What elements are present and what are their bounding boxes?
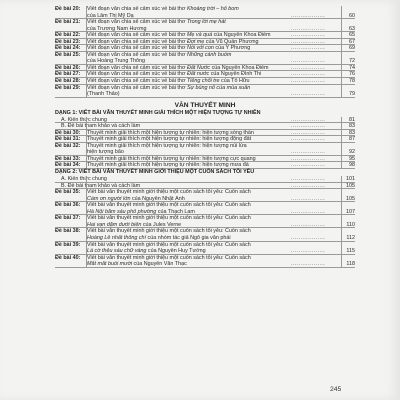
leader-dots: .................. bbox=[291, 91, 326, 98]
book-title: Hoàng Lê nhất thống chí bbox=[87, 234, 147, 241]
leader-dots: .................. bbox=[291, 248, 326, 255]
exercise-label: Đề bài 40: bbox=[55, 254, 81, 261]
page-ref: 98 bbox=[349, 162, 355, 169]
leader-dots: .................. bbox=[291, 38, 326, 45]
leader-dots: .................. bbox=[291, 12, 326, 19]
exercise-text: Viết bài văn thuyết minh giới thiệu một cuốn sách tôi yêu: Cuốn sách bbox=[87, 228, 251, 235]
page-ref: 72 bbox=[349, 58, 355, 65]
author-text: của Nguyễn Đình Thi bbox=[209, 71, 262, 78]
page-ref: 78 bbox=[349, 78, 355, 85]
leader-dots: .................. bbox=[291, 208, 326, 215]
table-of-contents bbox=[55, 0, 355, 268]
page-ref: 83 bbox=[349, 129, 355, 136]
work-title: Trong lời mẹ hát bbox=[186, 19, 226, 26]
exercise-text: Thuyết minh giải thích một hiện tượng tự nhiên: hiện tượng động đất bbox=[87, 136, 252, 143]
exercise-text: Thuyết minh giải thích một hiện tượng tự nhiên: hiện tượng cực quang bbox=[87, 155, 256, 162]
work-title: Nói với con bbox=[186, 45, 214, 52]
book-title: Mắt mắt buồi mười bbox=[87, 261, 133, 268]
page-ref: 81 bbox=[349, 116, 355, 123]
text-run: Viết đoạn văn chia sẻ cảm xúc về bài thơ bbox=[87, 45, 187, 52]
book-title: Hai vạn dặm dưới biển bbox=[87, 221, 142, 228]
exercise-label: Đề bài 38: bbox=[55, 228, 81, 235]
work-title: Mẹ và quả bbox=[186, 32, 213, 39]
page-ref: 101 bbox=[346, 176, 355, 183]
exercise-label: Đề bài 33: bbox=[55, 155, 81, 162]
leader-dots: .................. bbox=[291, 155, 326, 162]
leader-dots: .................. bbox=[291, 149, 326, 156]
exercise-label: Đề bài 37: bbox=[55, 215, 81, 222]
form-heading: DẠNG 2: VIẾT BÀI VĂN THUYẾT MINH GIỚI THIỆU MỘT CUỐN SÁCH TÔI YÊU bbox=[55, 169, 255, 176]
exercise-text: Viết bài văn thuyết minh giới thiệu một cuốn sách tôi yêu: Cuốn sách bbox=[87, 215, 251, 222]
text-run: Viết đoạn văn chia sẻ cảm xúc về bài thơ bbox=[87, 78, 187, 85]
text-run: Viết đoạn văn chia sẻ cảm xúc về bài thơ bbox=[87, 64, 187, 71]
leader-dots: .................. bbox=[291, 123, 326, 130]
leader-dots: .................. bbox=[291, 71, 326, 78]
author-text: của Jules Verne bbox=[141, 221, 182, 228]
author-text: của Nguyễn Nhật Ánh bbox=[130, 195, 185, 202]
text-run: Viết đoạn văn chia sẻ cảm xúc về bài thơ bbox=[87, 51, 187, 58]
text-run: Viết đoạn văn chia sẻ cảm xúc về bài thơ bbox=[87, 71, 187, 78]
exercise-label: Đề bài 21: bbox=[55, 19, 81, 26]
book-title: Cảm ơn người lớn bbox=[87, 195, 131, 202]
page-ref: 63 bbox=[349, 25, 355, 32]
exercise-label: Đề bài 22: bbox=[55, 32, 81, 39]
text-run: Viết đoạn văn chia sẻ cảm xúc về bài thơ bbox=[87, 84, 187, 91]
toc-row bbox=[55, 261, 355, 268]
text-run: của Trương Nam Hương bbox=[87, 25, 147, 32]
work-title: Sự bùng nổ của mùa xuân bbox=[186, 84, 251, 91]
leader-dots: .................. bbox=[291, 234, 326, 241]
exercise-label: Đề bài 23: bbox=[55, 38, 81, 45]
page-ref: 60 bbox=[349, 12, 355, 19]
section-item-label: B. Đề bài tham khảo và cách làm bbox=[61, 123, 141, 130]
exercise-label: Đề bài 27: bbox=[55, 71, 81, 78]
author-text: của Nguyễn Khoa Điềm bbox=[210, 64, 269, 71]
leader-dots: .................. bbox=[291, 64, 326, 71]
author-text: của Nguyễn Huy Tưởng bbox=[146, 248, 206, 255]
page-ref: 67 bbox=[349, 38, 355, 45]
page-ref: 79 bbox=[349, 91, 355, 98]
text-run: của Hoàng Trung Thông bbox=[87, 58, 146, 65]
text-run: Viết đoạn văn chia sẻ cảm xúc về bài thơ bbox=[87, 32, 187, 39]
page-ref: 118 bbox=[346, 261, 355, 268]
row-divider bbox=[55, 267, 355, 268]
toc-row bbox=[55, 91, 355, 98]
leader-dots: .................. bbox=[291, 261, 326, 268]
book-title: Hà Nội băm sáu phố phường bbox=[87, 208, 157, 215]
exercise-label: Đề bài 39: bbox=[55, 241, 81, 248]
section-item-label: A. Kiến thức chung bbox=[61, 116, 107, 123]
exercise-label: Đề bài 29: bbox=[55, 84, 81, 91]
page-ref: 87 bbox=[349, 136, 355, 143]
page-ref: 107 bbox=[346, 208, 355, 215]
leader-dots: .................. bbox=[291, 162, 326, 169]
form-heading: DẠNG 1: VIẾT BÀI VĂN THUYẾT MINH GIẢI THÍCH MỘT HIỆN TƯỢNG TỰ NHIÊN bbox=[55, 109, 261, 116]
page-ref: 65 bbox=[349, 32, 355, 39]
exercise-label: Đề bài 36: bbox=[55, 202, 81, 209]
page-ref: 76 bbox=[349, 71, 355, 78]
exercise-text: hiện tượng bão bbox=[87, 149, 124, 156]
leader-dots: .................. bbox=[291, 221, 326, 228]
exercise-text: Viết bài văn thuyết minh giới thiệu một cuốn sách tôi yêu: Cuốn sách bbox=[87, 254, 251, 261]
author-text: của Y Phương bbox=[213, 45, 251, 52]
work-title: Những cánh buồm bbox=[186, 51, 232, 58]
author-text: của Vũ Quần Phương bbox=[204, 38, 259, 45]
exercise-text: Thuyết minh giải thích một hiện tượng tự nhiên: hiện tượng mưa đá bbox=[87, 162, 249, 169]
text-run: của Lâm Thị Mỹ Dạ bbox=[87, 12, 134, 19]
page-ref: 83 bbox=[349, 123, 355, 130]
exercise-label: Đề bài 26: bbox=[55, 64, 81, 71]
page-ref: 105 bbox=[346, 182, 355, 189]
author-text: của Nguyễn Khoa Điềm bbox=[212, 32, 271, 39]
text-run: (Thanh Thảo) bbox=[87, 91, 120, 98]
book-title: Lá cờ thêu sáu chữ vàng bbox=[87, 248, 147, 255]
work-title: Khoảng trời – hố bom bbox=[186, 6, 239, 12]
page-ref: 105 bbox=[346, 195, 355, 202]
section-item-label: A. Kiến thức chung bbox=[61, 176, 107, 183]
exercise-label: Đề bài 24: bbox=[55, 45, 81, 52]
section-title: VĂN THUYẾT MINH bbox=[174, 101, 236, 109]
leader-dots: .................. bbox=[291, 45, 326, 52]
page-ref: 115 bbox=[346, 248, 355, 255]
leader-dots: .................. bbox=[291, 195, 326, 202]
exercise-label: Đề bài 32: bbox=[55, 142, 81, 149]
page-ref: 110 bbox=[346, 221, 355, 228]
exercise-label: Đề bài 30: bbox=[55, 129, 81, 136]
author-text: của Tố Hữu bbox=[219, 78, 250, 85]
page-number: 245 bbox=[330, 386, 342, 393]
section-item-label: B. Đề bài tham khảo và cách làm bbox=[61, 182, 141, 189]
leader-dots: .................. bbox=[291, 129, 326, 136]
exercise-label: Đề bài 25: bbox=[55, 51, 81, 58]
exercise-text: Thuyết minh giải thích một hiện tượng tự nhiên: hiện tượng sóng thần bbox=[87, 129, 254, 136]
leader-dots: .................. bbox=[291, 182, 326, 189]
leader-dots: .................. bbox=[291, 176, 326, 183]
page-ref: 74 bbox=[349, 64, 355, 71]
leader-dots: .................. bbox=[291, 58, 326, 65]
text-run: Viết đoạn văn chia sẻ cảm xúc về bài thơ bbox=[87, 19, 187, 26]
page-ref: 112 bbox=[346, 234, 355, 241]
author-text: của nhóm tác giả Ngô gia văn phái bbox=[146, 234, 231, 241]
page-ref: 69 bbox=[349, 45, 355, 52]
exercise-text: Viết bài văn thuyết minh giới thiệu một cuốn sách tôi yêu: Cuốn sách bbox=[87, 189, 251, 196]
leader-dots: .................. bbox=[291, 136, 326, 143]
exercise-text: Viết bài văn thuyết minh giới thiệu một cuốn sách tôi yêu: Cuốn sách bbox=[87, 202, 251, 209]
exercise-label: Đề bài 35: bbox=[55, 189, 81, 196]
page-ref: 92 bbox=[349, 149, 355, 156]
leader-dots: .................. bbox=[291, 78, 326, 85]
exercise-text: Viết bài văn thuyết minh giới thiệu một cuốn sách tôi yêu: Cuốn sách bbox=[87, 241, 251, 248]
author-text: của Nguyễn Văn Thạc bbox=[132, 261, 187, 268]
author-text: của Thạch Lam bbox=[156, 208, 195, 215]
row-divider bbox=[55, 97, 355, 98]
leader-dots: .................. bbox=[291, 25, 326, 32]
work-title: Đất nước bbox=[186, 71, 210, 78]
leader-dots: .................. bbox=[291, 116, 326, 123]
text-run: Viết đoạn văn chia sẻ cảm xúc về bài thơ bbox=[87, 38, 187, 45]
exercise-label: Đề bài 28: bbox=[55, 78, 81, 85]
work-title: Đợi mẹ bbox=[186, 38, 205, 45]
exercise-label: Đề bài 31: bbox=[55, 136, 81, 143]
exercise-label: Đề bài 34: bbox=[55, 162, 81, 169]
page-ref: 95 bbox=[349, 155, 355, 162]
work-title: Tiếng chổi tre bbox=[186, 78, 220, 85]
text-run: Viết đoạn văn chia sẻ cảm xúc về bài thơ bbox=[87, 6, 187, 12]
exercise-label: Đề bài 20: bbox=[55, 6, 81, 12]
leader-dots: .................. bbox=[291, 32, 326, 39]
work-title: Đất Nước bbox=[186, 64, 211, 71]
exercise-text: Thuyết minh giải thích một hiện tượng tự nhiên: hiện tượng núi lửa bbox=[87, 142, 247, 149]
